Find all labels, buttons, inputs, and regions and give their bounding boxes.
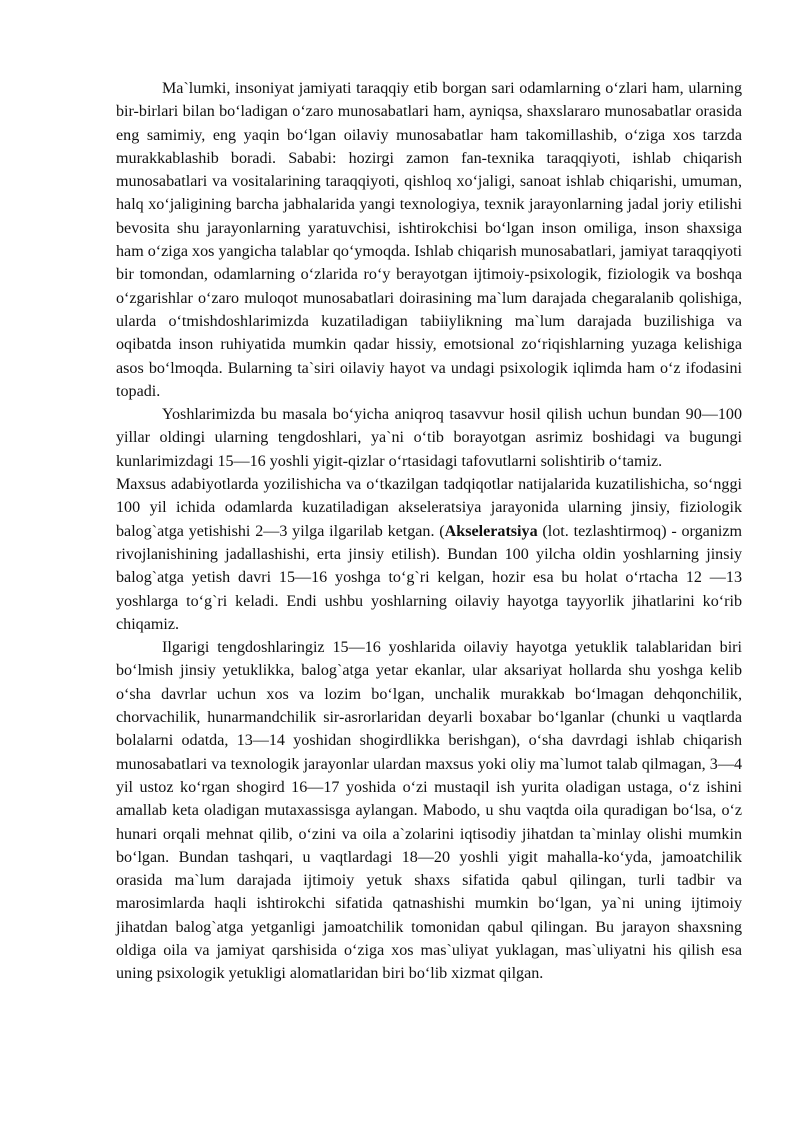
acceleration-term: Akseleratsiya: [444, 522, 538, 540]
paragraph-intro: Ma`lumki, insoniyat jamiyati taraqqiy etib borgan sari odamlarning o‘zlari ham, ularning bir-birlari bilan bo‘ladigan o‘zaro munosabatlari ham, ayniqsa, shaxslararo munosabatlar orasida eng samimiy, eng yaqin bo‘lgan oilaviy munosabatlar ham takomillashib, o‘ziga xos tarzda murakkablashib boradi. Sababi: hozirgi zamon fan-texnika taraqqiyoti, ishlab chiqarish munosabatlari va vositalarining taraqqiyoti, qishloq xo‘jaligi, sanoat ishlab chiqarishi, umuman, halq xo‘jaligining barcha jabhalarida yangi texnologiya, texnik jarayonlarning jadal joriy etilishi bevosita shu jarayonlarning yaratuvchisi, ishtirokchisi bo‘lgan inson omiliga, inson shaxsiga ham o‘ziga xos yangicha talablar qo‘ymoqda. Ishlab chiqarish munosabatlari, jamiyat taraqqiyoti bir tomondan, odamlarning o‘zlarida ro‘y berayotgan ijtimoiy-psixologik, fiziologik va boshqa o‘zgarishlar o‘zaro muloqot munosabatlari doirasining ma`lum darajada chegaralanib qolishiga, ularda o‘tmishdoshlarimizda kuzatiladigan tabiiylikning ma`lum darajada buzilishiga va oqibatda inson ruhiyatida mumkin qadar hissiy, emotsional zo‘riqishlarning yuzaga kelishiga asos bo‘lmoqda. Bularning ta`siri oilaviy hayot va undagi psixologik iqlimda ham o‘z ifodasini topadi.: [116, 80, 742, 400]
paragraph-maturity: Ilgarigi tengdoshlaringiz 15—16 yoshlarida oilaviy hayotga yetuklik talablaridan biri bo‘lmish jinsiy yetuklikka, balog`atga yetar ekanlar, ular aksariyat hollarda shu yoshga kelib o‘sha davrlar uchun xos va lozim bo‘lgan, unchalik murakkab bo‘lmagan dehqonchilik, chorvachilik, hunarmandchilik sir-asrorlaridan deyarli boxabar bo‘lganlar (chunki u vaqtlarda bolalarni odatda, 13—14 yoshidan shogirdlikka berishgan), o‘sha davrdagi ishlab chiqarish munosabatlari va texnologik jarayonlar ulardan maxsus yoki oliy ma`lumot talab qilmagan, 3—4 yil ustoz ko‘rgan shogird 16—17 yoshida o‘zi mustaqil ish yurita oladigan ustaga, o‘z ishini amallab keta oladigan mutaxassisga aylangan. Mabodo, u shu vaqtda oila quradigan bo‘lsa, o‘z hunari orqali mehnat qilib, o‘zini va oila a`zolarini iqtisodiy jihatdan ta`minlay olishi mumkin bo‘lgan. Bundan tashqari, u vaqtlardagi 18—20 yoshli yigit mahalla-ko‘yda, jamoatchilik orasida ma`lum darajada ijtimoiy yetuk shaxs sifatida qabul qilingan, turli tadbir va marosimlarda haqli ishtirokchi sifatida qatnashishi mumkin bo‘lgan, ya`ni uning ijtimoiy jihatdan balog`atga yetganligi jamoatchilik tomonidan qabul qilingan. Bu jarayon shaxsning oldiga oila va jamiyat qarshisida o‘ziga xos mas`uliyat yuklagan, mas`uliyatni his qilish esa uning psixologik yetukligi alomatlaridan biri bo‘lib xizmat qilgan.: [116, 639, 742, 983]
paragraph-comparison: Yoshlarimizda bu masala bo‘yicha aniqroq tasavvur hosil qilish uchun bundan 90—100 yillar oldingi ularning tengdoshlari, ya`ni o‘tib borayotgan asrimiz boshidagi va bugungi kunlarimizdagi 15—16 yoshli yigit-qizlar o‘rtasidagi tafovutlarni solishtirib o‘tamiz.: [116, 406, 742, 470]
document-page: [116, 77, 742, 986]
acceleration-text-after: (lot. tezlashtirmoq) - organizm rivojlanishining jadallashishi, erta jinsiy etilish). Bundan 100 yilcha oldin yoshlarning jinsiy balog`atga yetish davri 15—16 yoshga to‘g`ri kelgan, hozir esa bu holat o‘rtacha 12 —13 yoshlarga to‘g`ri keladi. Endi ushbu yoshlarning oilaviy hayotga tayyorlik jihatlarini ko‘rib chiqamiz.: [116, 522, 742, 633]
acceleration-text-before: Maxsus adabiyotlarda yozilishicha va o‘tkazilgan tadqiqotlar natijalarida kuzatilishicha, so‘nggi 100 yil ichida odamlarda kuzatiladigan akseleratsiya jarayonida ularning jinsiy, fiziologik balog`atga yetishishi 2—3 yilga ilgarilab ketgan. (: [116, 476, 742, 540]
paragraph-acceleration: [116, 473, 742, 636]
